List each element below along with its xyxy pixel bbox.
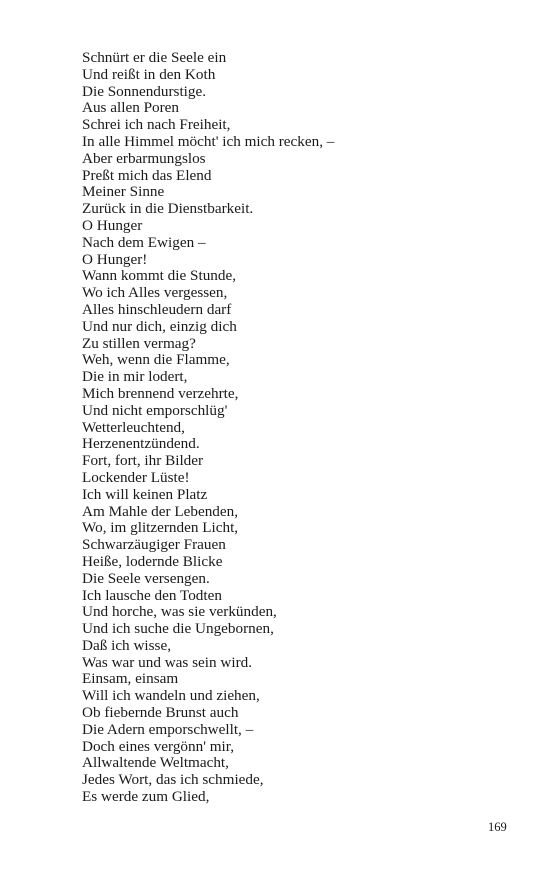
poem-line: Schwarzäugiger Frauen [82,536,226,554]
poem-line: Zu stillen vermag? [82,334,196,352]
poem-line: Zurück in die Dienstbarkeit. [82,200,254,218]
poem-line: Wann kommt die Stunde, [82,267,237,285]
poem-line: O Hunger [82,216,143,234]
poem-line: Fort, fort, ihr Bilder [82,452,204,470]
poem-line: Die in mir lodert, [82,368,188,386]
poem-line: Ob fiebernde Brunst auch [82,704,239,722]
poem-line: Wetterleuchtend, [82,418,185,436]
poem-line: Meiner Sinne [82,183,165,201]
poem-line: Schrei ich nach Freiheit, [82,116,231,134]
poem-line: Was war und was sein wird. [82,653,253,671]
page-number: 169 [488,820,507,834]
poem-line: Will ich wandeln und ziehen, [82,687,260,705]
poem-line: In alle Himmel möcht' ich mich recken, – [82,132,335,150]
poem-line: Doch eines vergönn' mir, [82,737,235,755]
poem-line: Und ich suche die Ungebornen, [82,620,274,638]
poem-line: Weh, wenn die Flamme, [82,351,230,369]
poem-line: Die Seele versengen. [82,569,210,587]
poem-line: Ich will keinen Platz [82,485,208,503]
poem-line: Jedes Wort, das ich schmiede, [82,771,264,789]
poem-line: Und nur dich, einzig dich [82,317,237,335]
poem-line: Heiße, lodernde Blicke [82,552,223,570]
poem-line: Und reißt in den Koth [82,65,216,83]
poem-line: Mich brennend verzehrte, [82,384,239,402]
poem-line: Herzenentzündend. [82,435,200,453]
poem-line: Lockender Lüste! [82,468,190,486]
poem-line: Schnürt er die Seele ein [82,49,227,66]
poem-line: Einsam, einsam [82,670,179,688]
poem-line: Und nicht emporschlüg' [82,401,228,419]
poem-line: Ich lausche den Todten [82,586,222,604]
poem-line: Alles hinschleudern darf [82,300,232,318]
poem-line: Die Sonnendurstige. [82,82,207,100]
poem-text [82,50,334,806]
poem-line: Am Mahle der Lebenden, [82,502,239,520]
poem-line: Es werde zum Glied, [82,788,210,806]
poem-line: Wo, im glitzernden Licht, [82,519,239,537]
poem-line: Die Adern emporschwellt, – [82,720,254,738]
poem-line: Und horche, was sie verkünden, [82,603,277,621]
poem-line: Wo ich Alles vergessen, [82,284,228,302]
poem-line: Preßt mich das Elend [82,166,212,184]
poem-line: Daß ich wisse, [82,636,171,654]
poem-line: Aus allen Poren [82,99,180,117]
poem-line: Aber erbarmungslos [82,149,206,167]
poem-line: O Hunger! [82,250,148,268]
poem-line: Allwaltende Weltmacht, [82,754,229,772]
poem-line: Nach dem Ewigen – [82,233,206,251]
